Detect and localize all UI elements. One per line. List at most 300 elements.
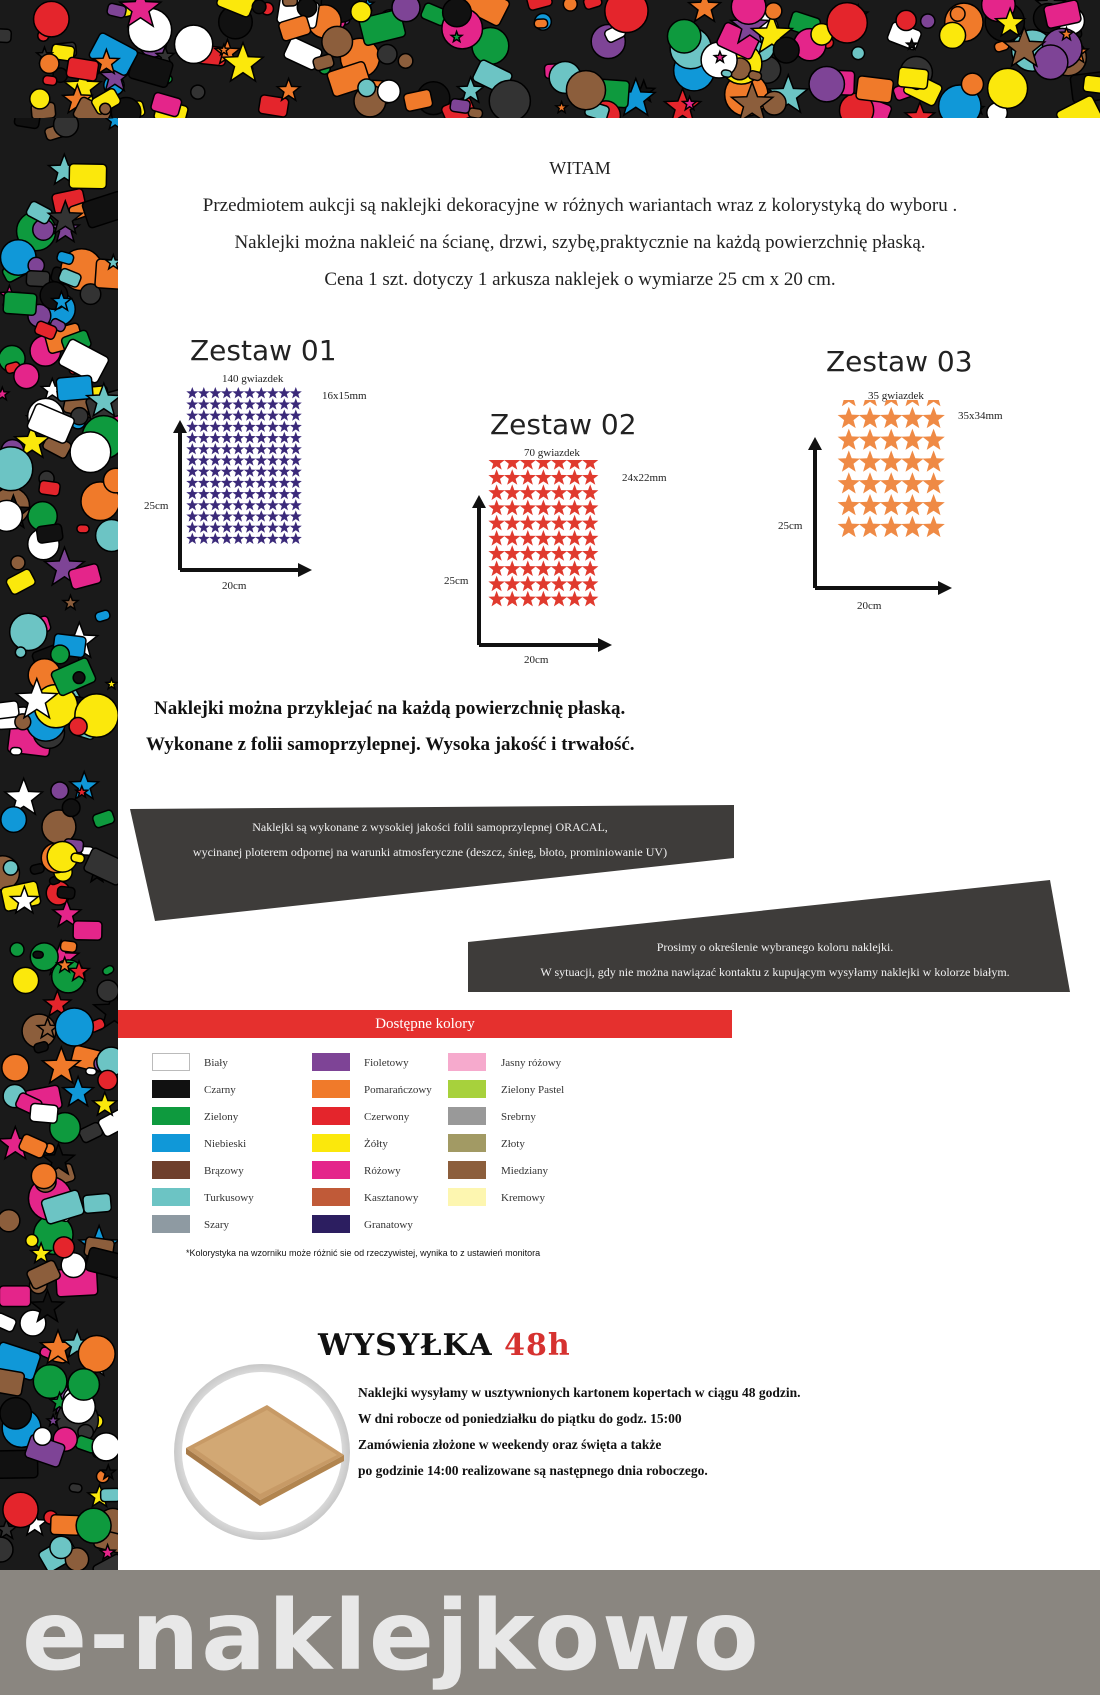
intro-line-1: Przedmiotem aukcji są naklejki dekoracyjne w różnych wariantach wraz z kolorystyką do wyboru .	[202, 195, 958, 216]
sticker-shape	[51, 782, 68, 799]
color-swatch	[448, 1188, 486, 1206]
star-sticker	[232, 387, 244, 398]
sticker-shape	[961, 73, 983, 95]
info-banner-1-line-2: wycinanej ploterem odpornej na warunki atmosferyczne (deszcz, śnieg, błoto, prominiowanie UV)	[192, 845, 668, 859]
star-sticker	[278, 387, 290, 398]
sticker-shape	[378, 80, 401, 103]
star-sticker	[922, 400, 944, 406]
sticker-shape	[3, 292, 37, 316]
sticker-shape	[2, 1054, 29, 1081]
star-sticker	[221, 443, 233, 454]
star-sticker	[255, 510, 267, 521]
star-sticker	[255, 499, 267, 510]
star-sticker	[290, 454, 302, 465]
sticker-shape	[988, 68, 1028, 108]
sticker-shape	[69, 718, 87, 736]
sticker-shape	[10, 747, 21, 755]
sticker-shape	[62, 799, 80, 817]
star-sticker	[504, 576, 520, 592]
brand-logo: e-naklejkowo	[22, 1580, 761, 1692]
star-sticker	[278, 465, 290, 476]
set-01-title: Zestaw 01	[190, 334, 337, 367]
star-sticker	[535, 591, 551, 607]
color-disclaimer: *Kolorystyka na wzorniku może różnić sie od rzeczywistej, wynika to z ustawień monitora	[186, 1248, 541, 1258]
sticker-shape	[809, 67, 844, 102]
star-sticker	[566, 515, 582, 531]
sticker-shape	[98, 1070, 118, 1090]
star-sticker	[504, 560, 520, 576]
star-sticker	[838, 400, 860, 406]
star-sticker	[278, 432, 290, 443]
sticker-shape	[54, 118, 79, 137]
sticker-shape	[282, 0, 297, 6]
star-sticker	[520, 560, 536, 576]
star-sticker	[232, 533, 244, 544]
star-sticker	[290, 477, 302, 488]
star-sticker	[221, 488, 233, 499]
star-sticker	[838, 494, 860, 515]
star-sticker	[221, 510, 233, 521]
sticker-shape	[34, 1, 69, 36]
star-sticker	[267, 533, 279, 544]
color-swatch	[312, 1134, 350, 1152]
color-name: Kremowy	[501, 1192, 545, 1204]
set-01-width: 20cm	[222, 580, 247, 592]
star-sticker	[551, 545, 567, 561]
star-sticker	[244, 533, 256, 544]
star-sticker	[535, 560, 551, 576]
star-sticker	[278, 510, 290, 521]
color-name: Biały	[204, 1057, 228, 1069]
sticker-shape	[377, 45, 397, 65]
star-sticker	[209, 421, 221, 432]
color-swatch	[152, 1107, 190, 1125]
star-sticker	[901, 429, 923, 450]
star-sticker	[535, 545, 551, 561]
set-02-count: 70 gwiazdek	[524, 447, 580, 459]
envelope-image	[172, 1360, 362, 1550]
star-sticker	[290, 510, 302, 521]
star-sticker	[244, 477, 256, 488]
star-sticker	[551, 576, 567, 592]
star-sticker	[488, 530, 504, 546]
color-swatch	[152, 1188, 190, 1206]
sticker-shape	[667, 20, 700, 53]
star-sticker	[198, 499, 210, 510]
star-sticker	[838, 472, 860, 493]
color-swatch	[312, 1188, 350, 1206]
star-sticker	[535, 484, 551, 500]
star-sticker	[488, 469, 504, 485]
star-sticker	[520, 460, 536, 470]
star-sticker	[488, 545, 504, 561]
star-sticker	[582, 500, 598, 516]
star-sticker	[198, 387, 210, 398]
color-swatch	[448, 1134, 486, 1152]
star-sticker	[566, 576, 582, 592]
star-sticker	[504, 591, 520, 607]
star-sticker	[880, 450, 902, 471]
star-sticker	[566, 460, 582, 470]
sticker-shape	[358, 79, 376, 97]
star-sticker	[186, 510, 198, 521]
star-sticker	[244, 432, 256, 443]
intro-section	[120, 150, 1040, 298]
star-sticker	[221, 432, 233, 443]
star-sticker	[267, 510, 279, 521]
usage-line-1: Naklejki można przyklejać na każdą powierzchnię płaską.	[154, 698, 626, 719]
star-sticker	[859, 494, 881, 515]
sticker-shape	[97, 980, 118, 1001]
star-sticker	[520, 469, 536, 485]
star-sticker	[244, 443, 256, 454]
sticker-shape	[773, 37, 799, 63]
star-sticker	[209, 454, 221, 465]
intro-line-2: Naklejki można nakleić na ścianę, drzwi, szybę,praktycznie na każdą powierzchnię płaską.	[234, 232, 926, 253]
color-swatch	[152, 1053, 190, 1071]
color-swatch	[152, 1215, 190, 1233]
star-sticker	[244, 521, 256, 532]
star-sticker	[278, 398, 290, 409]
sticker-shape	[392, 0, 420, 22]
star-sticker	[244, 454, 256, 465]
sticker-shape	[896, 10, 916, 30]
sticker-shape	[36, 524, 63, 544]
intro-line-3: Cena 1 szt. dotyczy 1 arkusza naklejek o wymiarze 25 cm x 20 cm.	[324, 269, 836, 290]
star-sticker	[880, 516, 902, 537]
set-03-count: 35 gwiazdek	[868, 390, 924, 402]
star-sticker	[922, 407, 944, 428]
color-swatch	[312, 1161, 350, 1179]
sticker-shape	[15, 647, 26, 658]
star-sticker	[551, 460, 567, 470]
sticker-shape	[0, 1398, 31, 1429]
color-name: Żółty	[364, 1138, 388, 1150]
star-sticker	[278, 454, 290, 465]
star-sticker	[520, 515, 536, 531]
star-sticker	[186, 454, 198, 465]
star-sticker	[278, 409, 290, 420]
set-01-count: 140 gwiazdek	[222, 373, 284, 385]
shipping-line-3: Zamówienia złożone w weekendy oraz święta a także	[358, 1437, 662, 1452]
star-sticker	[232, 421, 244, 432]
star-sticker	[859, 472, 881, 493]
star-sticker	[551, 469, 567, 485]
star-sticker	[859, 516, 881, 537]
color-swatch	[312, 1215, 350, 1233]
star-sticker	[244, 398, 256, 409]
sticker-shape	[897, 67, 929, 90]
star-sticker	[255, 465, 267, 476]
star-sticker	[551, 484, 567, 500]
sticker-shape	[77, 525, 89, 533]
star-sticker	[566, 484, 582, 500]
star-sticker	[198, 488, 210, 499]
star-sticker	[186, 443, 198, 454]
sticker-shape	[191, 85, 205, 99]
star-sticker	[232, 521, 244, 532]
star-sticker	[221, 398, 233, 409]
star-sticker	[838, 450, 860, 471]
star-sticker	[535, 469, 551, 485]
star-sticker	[267, 443, 279, 454]
star-sticker	[267, 421, 279, 432]
star-sticker	[209, 409, 221, 420]
colors-header-label: Dostępne kolory	[375, 1016, 475, 1032]
star-sticker	[535, 460, 551, 470]
star-sticker	[582, 530, 598, 546]
star-sticker	[290, 421, 302, 432]
sticker-shape	[70, 432, 111, 473]
star-sticker	[859, 407, 881, 428]
star-sticker	[255, 443, 267, 454]
color-name: Złoty	[501, 1138, 525, 1150]
sticker-shape	[0, 1286, 31, 1307]
star-sticker	[488, 460, 504, 470]
star-sticker	[255, 409, 267, 420]
star-sticker	[244, 465, 256, 476]
star-sticker	[504, 515, 520, 531]
sticker-shape	[921, 14, 935, 28]
star-sticker	[535, 515, 551, 531]
star-sticker	[278, 488, 290, 499]
sticker-shape	[534, 19, 548, 28]
set-03-title: Zestaw 03	[826, 345, 973, 378]
star-sticker	[198, 454, 210, 465]
star-sticker	[838, 429, 860, 450]
star-sticker	[922, 472, 944, 493]
star-sticker	[551, 530, 567, 546]
star-sticker	[255, 477, 267, 488]
shipping-title	[318, 1328, 571, 1363]
star-sticker	[255, 533, 267, 544]
star-sticker	[566, 500, 582, 516]
star-sticker	[186, 432, 198, 443]
sticker-shape	[3, 1492, 38, 1527]
star-sticker	[232, 443, 244, 454]
star-sticker	[922, 429, 944, 450]
sticker-shape	[26, 1235, 38, 1247]
sticker-shape	[100, 103, 111, 114]
star-sticker	[221, 421, 233, 432]
star-sticker	[221, 409, 233, 420]
star-sticker	[198, 533, 210, 544]
star-sticker	[488, 484, 504, 500]
star-sticker	[267, 454, 279, 465]
star-sticker	[198, 421, 210, 432]
sticker-shape	[69, 164, 107, 189]
star-sticker	[232, 432, 244, 443]
star-sticker	[255, 398, 267, 409]
info-banner-1-line-1: Naklejki są wykonane z wysokiej jakości folii samoprzylepnej ORACAL,	[252, 820, 608, 834]
set-03-size: 35x34mm	[958, 410, 1003, 422]
star-sticker	[209, 398, 221, 409]
sticker-shape	[30, 89, 50, 109]
sticker-shape	[174, 25, 212, 63]
star-sticker	[232, 454, 244, 465]
sticker-shape	[450, 98, 471, 113]
star-sticker	[209, 510, 221, 521]
sticker-shape	[856, 76, 894, 104]
star-sticker	[520, 484, 536, 500]
star-sticker	[901, 450, 923, 471]
star-sticker	[198, 398, 210, 409]
sticker-shape	[101, 1488, 118, 1501]
color-name: Różowy	[364, 1165, 401, 1177]
star-sticker	[901, 516, 923, 537]
sticker-shape	[33, 1365, 67, 1399]
set-02-size: 24x22mm	[622, 472, 667, 484]
sticker-shape	[398, 54, 413, 69]
star-sticker	[535, 530, 551, 546]
star-sticker	[267, 409, 279, 420]
sticker-shape	[34, 1427, 52, 1445]
star-sticker	[582, 515, 598, 531]
star-sticker	[504, 545, 520, 561]
sticker-shape	[940, 22, 966, 48]
star-sticker	[221, 387, 233, 398]
star-sticker	[582, 576, 598, 592]
sticker-shape	[11, 556, 25, 570]
star-sticker	[504, 460, 520, 470]
star-sticker	[255, 488, 267, 499]
color-swatch	[312, 1107, 350, 1125]
star-sticker	[186, 409, 198, 420]
star-sticker	[880, 429, 902, 450]
sticker-shape	[51, 645, 70, 664]
star-sticker	[209, 432, 221, 443]
star-sticker	[221, 533, 233, 544]
star-sticker	[290, 409, 302, 420]
star-sticker	[186, 465, 198, 476]
shipping-details	[358, 1380, 801, 1484]
star-sticker	[198, 465, 210, 476]
sticker-shape	[12, 967, 38, 993]
star-sticker	[278, 477, 290, 488]
star-sticker	[255, 521, 267, 532]
star-sticker	[198, 477, 210, 488]
intro-heading: WITAM	[549, 158, 611, 178]
star-sticker	[267, 477, 279, 488]
sticker-shape	[73, 921, 102, 940]
star-sticker	[198, 510, 210, 521]
star-sticker	[232, 409, 244, 420]
sticker-shape	[76, 1508, 111, 1543]
color-name: Pomarańczowy	[364, 1084, 432, 1096]
star-sticker	[290, 387, 302, 398]
star-sticker	[209, 477, 221, 488]
color-name: Czerwony	[364, 1111, 410, 1123]
sticker-shape	[443, 0, 472, 27]
sticker-shape	[42, 75, 57, 86]
sticker-shape	[40, 54, 59, 73]
star-sticker	[186, 421, 198, 432]
star-sticker	[520, 530, 536, 546]
star-sticker	[488, 515, 504, 531]
star-sticker	[859, 450, 881, 471]
color-name: Szary	[204, 1219, 230, 1231]
star-sticker	[198, 443, 210, 454]
star-sticker	[232, 499, 244, 510]
sticker-shape	[3, 860, 18, 875]
star-sticker	[186, 398, 198, 409]
star-sticker	[551, 591, 567, 607]
star-sticker	[504, 484, 520, 500]
sticker-shape	[489, 80, 530, 118]
color-name: Kasztanowy	[364, 1192, 419, 1204]
sticker-shape	[83, 1193, 112, 1213]
star-sticker	[901, 494, 923, 515]
sticker-shape	[60, 940, 77, 953]
color-name: Brązowy	[204, 1165, 244, 1177]
usage-line-2: Wykonane z folii samoprzylepnej. Wysoka jakość i trwałość.	[146, 734, 635, 755]
star-sticker	[582, 545, 598, 561]
sticker-shape	[14, 364, 39, 389]
color-name: Niebieski	[204, 1138, 247, 1150]
star-sticker	[504, 500, 520, 516]
star-sticker	[278, 421, 290, 432]
star-sticker	[838, 407, 860, 428]
star-sticker	[209, 521, 221, 532]
sticker-shape	[30, 1103, 59, 1123]
sticker-shape	[73, 672, 85, 684]
star-sticker	[186, 533, 198, 544]
sticker-shape	[765, 3, 782, 20]
star-sticker	[880, 400, 902, 406]
shipping-title-accent: 48h	[504, 1328, 571, 1363]
star-sticker	[244, 488, 256, 499]
color-name: Srebrny	[501, 1111, 536, 1123]
star-sticker	[221, 477, 233, 488]
set-03-diagram	[805, 400, 960, 600]
sticker-shape	[68, 1369, 99, 1400]
sticker-shape	[563, 0, 577, 11]
sticker-collage-sidebar	[0, 118, 118, 1570]
star-sticker	[244, 421, 256, 432]
star-sticker	[232, 398, 244, 409]
set-02-width: 20cm	[524, 654, 549, 666]
star-sticker	[186, 387, 198, 398]
star-sticker	[244, 409, 256, 420]
star-sticker	[566, 591, 582, 607]
colors-header	[118, 1010, 732, 1038]
star-sticker	[267, 398, 279, 409]
sticker-shape	[56, 375, 93, 401]
shipping-line-2: W dni robocze od poniedziałku do piątku do godz. 15:00	[358, 1411, 682, 1426]
sticker-shape	[15, 714, 31, 730]
sticker-shape	[78, 1336, 115, 1373]
color-swatch	[448, 1107, 486, 1125]
star-sticker	[901, 472, 923, 493]
star-sticker	[290, 488, 302, 499]
star-sticker	[582, 591, 598, 607]
star-sticker	[488, 591, 504, 607]
info-banner-2	[480, 935, 1070, 985]
star-sticker	[255, 432, 267, 443]
star-sticker	[520, 500, 536, 516]
star-sticker	[255, 387, 267, 398]
star-sticker	[198, 432, 210, 443]
sticker-shape	[31, 1163, 56, 1188]
star-sticker	[267, 432, 279, 443]
star-sticker	[922, 450, 944, 471]
color-swatch	[152, 1134, 190, 1152]
star-sticker	[209, 499, 221, 510]
star-sticker	[267, 521, 279, 532]
star-sticker	[255, 454, 267, 465]
star-sticker	[901, 400, 923, 406]
color-swatch	[448, 1080, 486, 1098]
